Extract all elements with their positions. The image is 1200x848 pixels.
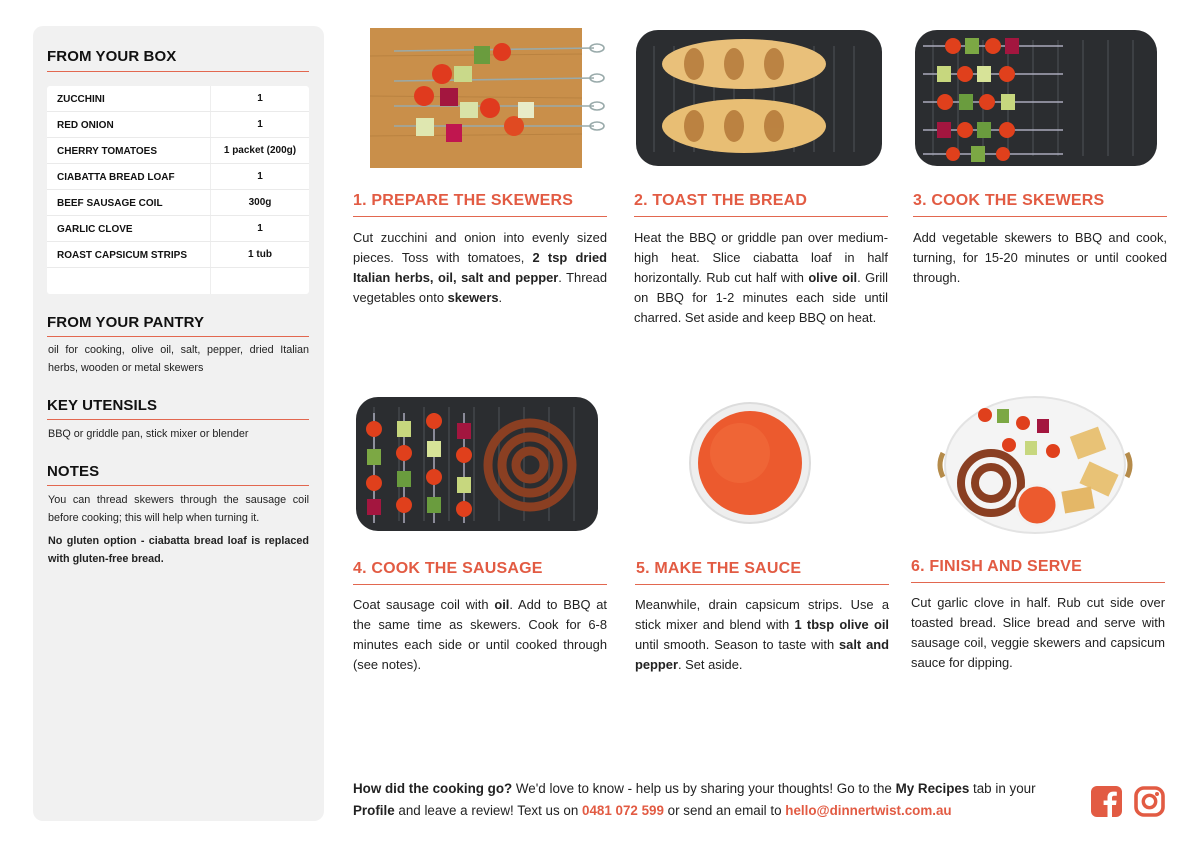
my-recipes-link[interactable]: My Recipes [895,781,970,796]
ingredient-row [47,86,309,112]
ingredient-row [47,138,309,164]
step-1-image [354,26,608,170]
step-3-title: 3. COOK THE SKEWERS [913,192,1105,209]
step-6-rule [911,582,1165,583]
ingredient-name: CIABATTA BREAD LOAF [57,172,175,183]
step-6-text [911,593,1165,673]
step-5-rule [635,584,889,585]
pantry-text: oil for cooking, olive oil, salt, pepper, dried Italian herbs, wooden or metal skewers [48,344,309,374]
step-text-part: . Add to BBQ at the same time as skewers. Cook for 6-8 minutes each side or until cooked through (see notes). [353,597,607,672]
ingredient-name: GARLIC CLOVE [57,224,133,235]
step-text-part: Cut garlic clove in half. Rub cut side over toasted bread. Slice bread and serve with sausage coil, veggie skewers and capsicum sauce for dipping. [911,595,1165,670]
step-4-rule [353,584,607,585]
step-text-part: . Grill on BBQ for 1-2 minutes each side until charred. Set aside and keep BBQ on heat. [634,270,889,325]
feedback-question: How did the cooking go? [353,781,513,796]
ingredient-qty: 1 [257,93,263,104]
step-text-part: . Set aside. [677,657,743,672]
ingredient-qty: 1 tub [248,249,272,260]
feedback-text-2: tab in your [969,781,1036,796]
ingredient-row [47,190,309,216]
email-link[interactable]: hello@dinnertwist.com.au [785,803,952,818]
facebook-icon[interactable] [1091,786,1122,817]
sidebar [33,26,324,821]
step-5-title: 5. MAKE THE SAUCE [636,560,802,577]
ingredient-qty: 1 [257,223,263,234]
step-5-text [635,595,889,675]
ingredient-table [47,86,309,294]
step-2-title: 2. TOAST THE BREAD [634,192,808,209]
step-text-bold: salt and pepper [635,637,889,672]
profile-link[interactable]: Profile [353,803,395,818]
step-3-image [913,26,1167,170]
ingredient-name: RED ONION [57,120,114,131]
phone-link[interactable]: 0481 072 599 [582,803,664,818]
ingredient-qty: 1 [257,171,263,182]
step-text-bold: skewers [447,290,499,305]
ingredient-name: CHERRY TOMATOES [57,146,158,157]
step-text-bold: 1 tbsp olive oil [794,617,890,632]
step-text-part: . [498,290,503,305]
step-text-part: Heat the BBQ or griddle pan over medium-high heat. Slice ciabatta loaf in half horizontally. Rub cut half with [634,230,888,285]
ingredient-name: ZUCCHINI [57,94,105,105]
step-text-bold: 2 tsp dried Italian herbs, oil, salt and pepper [353,250,607,285]
ingredient-qty: 300g [248,197,272,208]
feedback-text-3: and leave a review! Text us on [394,803,583,818]
step-text-part: until smooth. Season to taste with [635,637,839,652]
step-4-text [353,595,607,675]
step-4-image [354,393,608,537]
feedback-message [353,778,1073,822]
ingredient-qty: 1 [257,119,263,130]
step-2-image [634,26,888,170]
notes-text: You can thread skewers through the sausage coil before cooking; this will help when turning it. [48,494,309,524]
box-heading: FROM YOUR BOX [47,48,177,65]
step-1-text [353,228,607,308]
step-6-image [913,393,1167,537]
step-2-rule [634,216,888,217]
notes-rule [47,485,309,486]
step-4-title: 4. COOK THE SAUSAGE [353,560,543,577]
step-3-text [913,228,1167,288]
step-3-rule [913,216,1167,217]
ingredient-row [47,242,309,268]
notes-heading: NOTES [47,463,100,480]
feedback-text-1: We'd love to know - help us by sharing your thoughts! Go to the [512,781,896,796]
ingredient-row [47,216,309,242]
notes-gluten-free: No gluten option - ciabatta bread loaf is replaced with gluten-free bread. [48,535,309,565]
pantry-rule [47,336,309,337]
box-heading-rule [47,71,309,72]
step-1-title: 1. PREPARE THE SKEWERS [353,192,574,209]
step-text-part: Cut zucchini and onion into evenly sized pieces. Toss with tomatoes, [353,230,607,265]
step-text-bold: oil [494,597,510,612]
ingredient-qty: 1 packet (200g) [223,145,297,156]
ingredient-name: ROAST CAPSICUM STRIPS [57,250,188,261]
feedback-text-4: or send an email to [663,803,786,818]
pantry-heading: FROM YOUR PANTRY [47,314,205,331]
utensils-text: BBQ or griddle pan, stick mixer or blender [48,428,249,440]
step-text-part: Add vegetable skewers to BBQ and cook, turning, for 15-20 minutes or until cooked through. [913,230,1167,285]
utensils-rule [47,419,309,420]
step-2-text [634,228,888,328]
ingredient-row [47,112,309,138]
step-1-rule [353,216,607,217]
step-text-part: Coat sausage coil with [353,597,495,612]
instagram-icon[interactable] [1134,786,1165,817]
step-5-image [634,393,888,537]
step-6-title: 6. FINISH AND SERVE [911,558,1082,575]
utensils-heading: KEY UTENSILS [47,397,158,414]
step-text-bold: olive oil [808,270,858,285]
step-text-part: . Thread vegetables onto [353,270,607,305]
step-text-part: Meanwhile, drain capsicum strips. Use a stick mixer and blend with [635,597,889,632]
ingredient-name: BEEF SAUSAGE COIL [57,198,163,209]
ingredient-row [47,164,309,190]
